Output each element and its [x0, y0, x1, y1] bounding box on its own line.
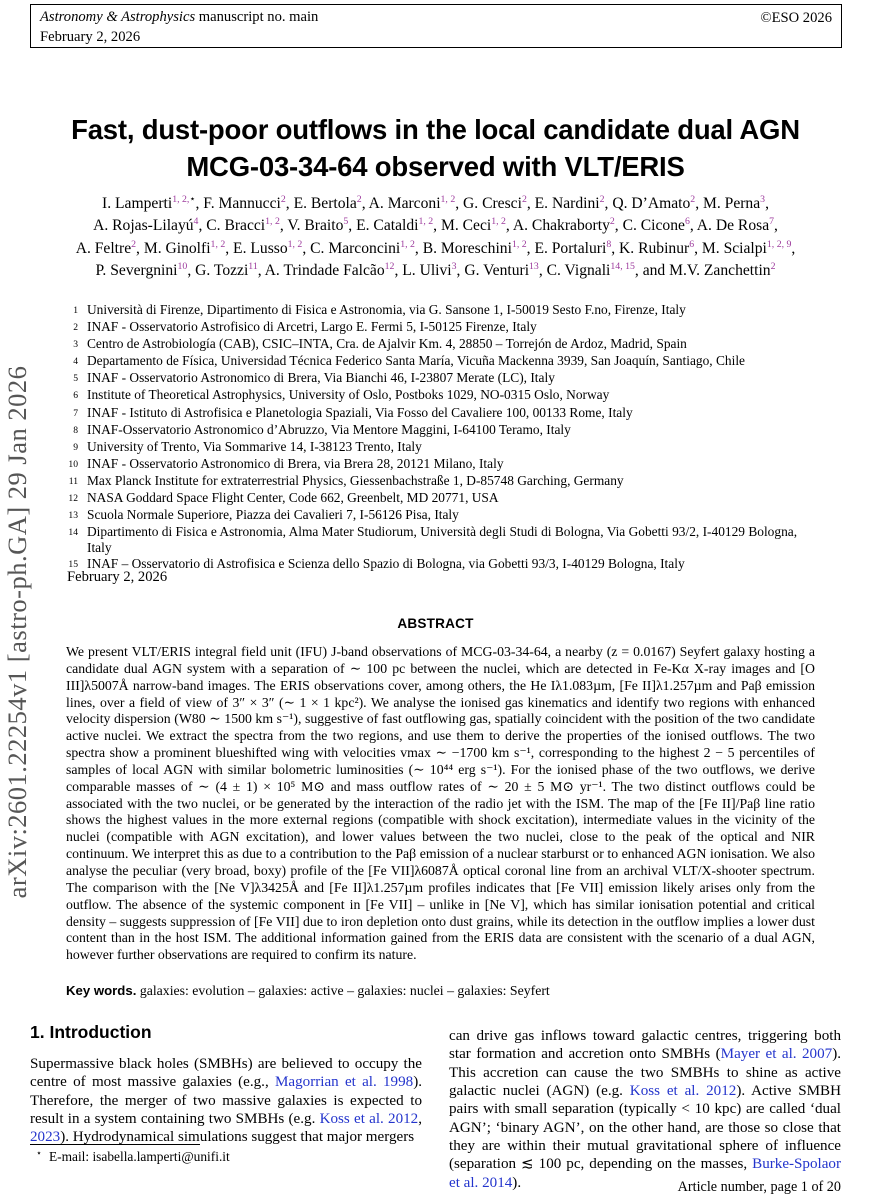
keywords-label: Key words. [66, 983, 137, 998]
text-segment: 2 [356, 193, 362, 205]
footnote-rule [30, 1144, 200, 1145]
affiliation-text: Departamento de Física, Universidad Técnica Federico Santa María, Vicuña Mackenna 3939, San Joaquín, Santiago, Chile [87, 353, 746, 369]
citation-link[interactable]: Koss et al. 2012 [319, 1111, 419, 1128]
text-segment: 1, 2 [400, 238, 415, 250]
text-segment: 14, 15 [610, 261, 635, 273]
text-segment: 1, 2 [440, 193, 456, 205]
text-segment: 11 [248, 261, 258, 273]
text-segment: , K. Rubinur [611, 239, 690, 257]
affiliation-text: Dipartimento di Fisica e Astronomia, Alma Mater Studiorum, Università degli Studi di Bologna, Via Gobetti 93/2, I-40129 Bologna, Italy [87, 524, 798, 556]
affiliation-number: 12 [68, 493, 78, 505]
text-segment: , G. Venturi [456, 262, 530, 280]
affiliation-item [56, 456, 820, 473]
affiliation-number: 15 [68, 559, 78, 571]
text-segment: 3 [451, 261, 457, 273]
text-segment: 7 [769, 216, 775, 228]
text-segment: , E. Nardini [526, 195, 600, 212]
text-segment: ). Active SMBH pairs with small separation (typically < 10 kpc) are called ‘dual AGN’; ‘binary AGN’, on the other hand, are those so close that they are within their mutual gravitational sphere of influence (separation ≲ 100 pc, depending on the masses, [449, 1083, 842, 1173]
affiliation-number: 14 [68, 527, 78, 539]
affiliation-text: University of Trento, Via Sommarive 14, I-38123 Trento, Italy [87, 438, 422, 454]
text-segment: 2 [609, 216, 615, 228]
text-segment: P. Severgnini [95, 262, 178, 280]
text-segment: , E. Bertola [285, 195, 357, 212]
text-segment: , E. Lusso [225, 239, 288, 257]
text-segment: 13 [529, 261, 539, 273]
text-segment: ). Hydrodynamical simulations suggest that major mergers [60, 1129, 415, 1146]
affiliation-text: INAF – Osservatorio di Astrofisica e Scienza dello Spazio di Bologna, via Gobetti 93/3, I-40129 Bologna, Italy [87, 556, 685, 572]
paper-title [30, 111, 841, 185]
affiliation-text: Scuola Normale Superiore, Piazza dei Cavalieri 7, I-56126 Pisa, Italy [87, 507, 459, 523]
manuscript-header-box [30, 4, 842, 48]
text-segment: , M. Scialpi [694, 239, 767, 257]
intro-paragraph-right [449, 1027, 841, 1192]
text-segment: Astronomy & Astrophysics [40, 9, 196, 25]
affiliation-text: Centro de Astrobiología (CAB), CSIC–INTA, Cra. de Ajalvir Km. 4, 28850 – Torrejón de Ardoz, Madrid, Spain [87, 336, 687, 352]
text-segment: 1, 2 [491, 216, 506, 228]
text-segment: , G. Cresci [455, 195, 522, 212]
text-segment: 2 [690, 193, 696, 205]
text-segment: , A. Marconi [361, 195, 441, 212]
text-segment: , M. Ceci [433, 217, 492, 235]
text-segment: 1, 2 [418, 216, 434, 228]
intro-left-column [30, 1022, 422, 1147]
text-segment: , C. Vignali [538, 262, 611, 280]
text-segment: I. Lamperti [102, 195, 173, 212]
text-segment: manuscript no. main [195, 9, 319, 25]
affiliation-number: 2 [73, 322, 78, 334]
affiliation-number: 13 [68, 510, 78, 522]
paper-title-line2: MCG-03-34-64 observed with VLT/ERIS [186, 151, 685, 182]
abstract-heading: ABSTRACT [397, 616, 474, 631]
text-segment: 4 [193, 216, 199, 228]
affiliation-text: NASA Goddard Space Flight Center, Code 662, Greenbelt, MD 20771, USA [87, 490, 499, 506]
affiliation-number: 8 [73, 424, 78, 436]
affiliation-number: 4 [73, 356, 78, 368]
keywords-line [66, 983, 815, 999]
header-date: February 2, 2026 [40, 28, 141, 45]
submission-date: February 2, 2026 [67, 569, 168, 585]
affiliation-number: 9 [73, 441, 78, 453]
text-segment: , M. Ginolfi [136, 239, 211, 257]
text-segment: , [774, 217, 778, 235]
text-segment: , C. Bracci [198, 217, 266, 235]
text-segment: , Q. D’Amato [604, 195, 691, 212]
text-segment: , C. Marconcini [302, 239, 401, 257]
affiliation-text: Max Planck Institute for extraterrestrial Physics, Giessenbachstraße 1, D-85748 Garching, Germany [87, 472, 624, 488]
text-segment: 2 [131, 238, 137, 250]
text-segment: 2 [280, 193, 286, 205]
text-segment: A. Rojas-Lilayú [93, 217, 194, 235]
text-segment: , [791, 239, 796, 257]
citation-link[interactable]: Koss et al. 2012 [629, 1083, 737, 1100]
affiliation-list [56, 302, 820, 574]
footnote-text-line [30, 1148, 422, 1165]
text-segment: , C. Cicone [614, 217, 685, 235]
affiliation-number: 3 [73, 339, 78, 351]
affiliation-text: INAF-Osservatorio Astronomico d’Abruzzo, Via Mentore Maggini, I-64100 Teramo, Italy [87, 421, 571, 437]
text-segment: , L. Ulivi [394, 262, 452, 280]
text-segment: , [765, 195, 769, 212]
copyright-notice: ©ESO 2026 [760, 10, 832, 26]
text-segment: , V. Braito [279, 217, 344, 235]
text-segment: 2 [599, 193, 605, 205]
text-segment: 1, 2 [511, 238, 527, 250]
affiliation-item [56, 524, 820, 556]
intro-right-column [449, 1027, 841, 1192]
affiliation-number: 11 [68, 475, 78, 487]
text-segment: , E. Portaluri [526, 239, 607, 257]
affiliation-item [56, 302, 820, 319]
affiliation-item [56, 370, 820, 387]
affiliation-number: 6 [73, 390, 78, 402]
text-segment: , M. Perna [695, 195, 761, 212]
affiliation-text: INAF - Istituto di Astrofisica e Planetologia Spaziali, Via Fosso del Cavaliere 100, 00133 Rome, Italy [87, 404, 633, 420]
footnote-email[interactable]: E-mail: isabella.lamperti@unifi.it [48, 1149, 230, 1164]
text-segment: 10 [177, 261, 188, 273]
text-segment: 5 [343, 216, 349, 228]
affiliation-item [56, 507, 820, 524]
affiliation-text: Institute of Theoretical Astrophysics, University of Oslo, Postboks 1029, NO-0315 Oslo, Norway [87, 387, 610, 403]
keywords-text: galaxies: evolution – galaxies: active – galaxies: nuclei – galaxies: Seyfert [139, 983, 550, 998]
affiliation-item [56, 439, 820, 456]
text-segment: ⋆ [189, 193, 196, 205]
text-segment: 1, 2, [172, 193, 190, 205]
affiliation-number: 10 [68, 458, 78, 470]
affiliation-item [56, 556, 820, 573]
text-segment: , A. Trindade Falcão [257, 262, 385, 280]
affiliation-text: INAF - Osservatorio Astrofisico di Arcetri, Largo E. Fermi 5, I-50125 Firenze, Italy [87, 319, 537, 335]
paper-title-line1: Fast, dust-poor outflows in the local candidate dual AGN [71, 114, 800, 145]
text-segment: , B. Moreschini [414, 239, 512, 257]
affiliation-item [56, 319, 820, 336]
text-segment: , and M.V. Zanchettin [634, 262, 771, 280]
text-segment: , E. Cataldi [348, 217, 419, 235]
affiliation-item [56, 353, 820, 370]
affiliation-number: 7 [73, 407, 78, 419]
affiliation-number: 1 [73, 305, 78, 316]
author-line [10, 193, 861, 215]
text-segment: ). This accretion can cause the two SMBHs to shine as active galactic nuclei (AGN) (e.g. [449, 1046, 841, 1100]
citation-link[interactable]: Mayer et al. 2007 [720, 1046, 833, 1063]
intro-paragraph-left [30, 1055, 422, 1147]
author-list [10, 193, 861, 283]
text-segment: 8 [606, 238, 612, 250]
affiliation-item [56, 336, 820, 353]
text-segment: Supermassive black holes (SMBHs) are believed to occupy the centre of most massive galaxies (e.g., [30, 1056, 422, 1091]
author-line [10, 238, 861, 260]
text-segment: 1, 2, 9 [766, 238, 792, 250]
author-line [10, 260, 861, 282]
citation-link[interactable]: 2023 [30, 1129, 61, 1146]
text-segment: , G. Tozzi [187, 262, 249, 280]
text-segment: ). [512, 1174, 522, 1191]
text-segment: 1, 2 [265, 216, 280, 228]
text-segment: 6 [689, 238, 695, 250]
abstract-text: We present VLT/ERIS integral field unit (IFU) J-band observations of MCG-03-34-64, a nearby (z = 0.0167) Seyfert galaxy hosting a candidate dual AGN system with a separation of ∼ 100 pc between the nuclei, which are detected in Fe-Kα X-ray images and [O III]λ5007Å narrow-band images. The ERIS observations cover, among others, the He Iλ1.083µm, [Fe II]λ1.257µm and Paβ emission lines, over a field of view of 3″ × 3″ (∼ 1 × 1 kpc²). We analyse the ionised gas kinematics and identify two regions with enhanced velocity dispersion (W80 ∼ 1500 km s⁻¹), suggestive of fast outflowing gas, spatially coincident with the position of the two candidate active nuclei. We extract the spectra from the two regions, and use them to derive the properties of the ionised outflows. The two spectra show a prominent blueshifted wing with velocities vmax ∼ −1700 km s⁻¹, corresponding to the highest 2 − 5 percentiles of samples of local AGN with similar bolometric luminosities (∼ 10⁴⁴ erg s⁻¹). For the ionised phase of the two outflows, we derive comparable masses of ∼ (4 ± 1) × 10⁵ M⊙ and mass outflow rates of ∼ 20 ± 5 M⊙ yr⁻¹. The two distinct outflows could be associated with the two nuclei, or be generated by the interaction of the radio jet with the ISM. The map of the [Fe II]/Paβ line ratio shows the highest values in the more external regions (compatible with shock excitation), intermediate values in the vicinity of the nuclei (compatible with AGN excitation), and lower values between the two nuclei, close to the peak of the optical and NIR continuum. We interpret this as due to a contribution to the Paβ emission of a nuclear starburst or to enhanced AGN ionisation. We also analyse the peculiar (very broad, boxy) profile of the [Fe VII]λ6087Å optical coronal line from an archival VLT/X-shooter spectrum. The comparison with the [Ne V]λ3425Å and [Fe II]λ1.257µm profiles indicates that [Fe VII] emission likely arises only from the outflow. The absence of the systemic component in [Fe VII] – unlike in [Ne V], which has similar ionisation potential and critical density – suggests suppression of [Fe VII] due to iron depletion onto dust grains, while its detection in the outflow implies a lower dust content than in the host ISM. The additional information gained from the ERIS data are consistent with the scenario of a dual AGN, however further observations are required to confirm its nature. [66, 644, 815, 963]
affiliation-item [56, 422, 820, 439]
text-segment: 12 [384, 261, 395, 273]
text-segment: 2 [770, 261, 776, 273]
affiliation-item [56, 387, 820, 404]
author-footnote [30, 1144, 422, 1165]
text-segment: 6 [684, 216, 690, 228]
affiliation-text: INAF - Osservatorio Astronomico di Brera, via Brera 28, 20121 Milano, Italy [87, 455, 504, 471]
text-segment: , F. Mannucci [195, 195, 281, 212]
text-segment: can drive gas inflows toward galactic centres, triggering both star formation and accretion onto SMBHs ( [449, 1028, 841, 1063]
affiliation-item [56, 490, 820, 507]
citation-link[interactable]: Burke-Spolaor et al. 2014 [449, 1156, 841, 1191]
text-segment: , [418, 1111, 422, 1128]
text-segment: 3 [760, 193, 766, 205]
text-segment: A. Feltre [75, 239, 132, 257]
affiliation-item [56, 405, 820, 422]
text-segment: 2 [521, 193, 527, 205]
affiliation-item [56, 473, 820, 490]
text-segment: , A. Chakraborty [505, 217, 610, 235]
text-segment: ). Therefore, the merger of two massive galaxies is expected to result in a system containing two SMBHs (e.g. [30, 1074, 423, 1128]
journal-line [40, 8, 832, 28]
text-segment: 1, 2 [210, 238, 226, 250]
affiliation-text: Università di Firenze, Dipartimento di Fisica e Astronomia, via G. Sansone 1, I-50019 Sesto F.no, Firenze, Italy [87, 302, 686, 317]
affiliation-number: 5 [73, 373, 78, 385]
text-segment: 1, 2 [287, 238, 303, 250]
footnote-marker: ⋆ [36, 1148, 42, 1159]
affiliation-text: INAF - Osservatorio Astronomico di Brera, Via Bianchi 46, I-23807 Merate (LC), Italy [87, 370, 555, 386]
section-heading-introduction: 1. Introduction [30, 1022, 152, 1042]
article-number-footer: Article number, page 1 of 20 [677, 1179, 841, 1195]
text-segment: , A. De Rosa [689, 217, 770, 235]
author-line [10, 215, 861, 237]
citation-link[interactable]: Magorrian et al. 1998 [274, 1074, 414, 1091]
arxiv-stamp: arXiv:2601.22254v1 [astro-ph.GA] 29 Jan 2026 [2, 365, 32, 899]
